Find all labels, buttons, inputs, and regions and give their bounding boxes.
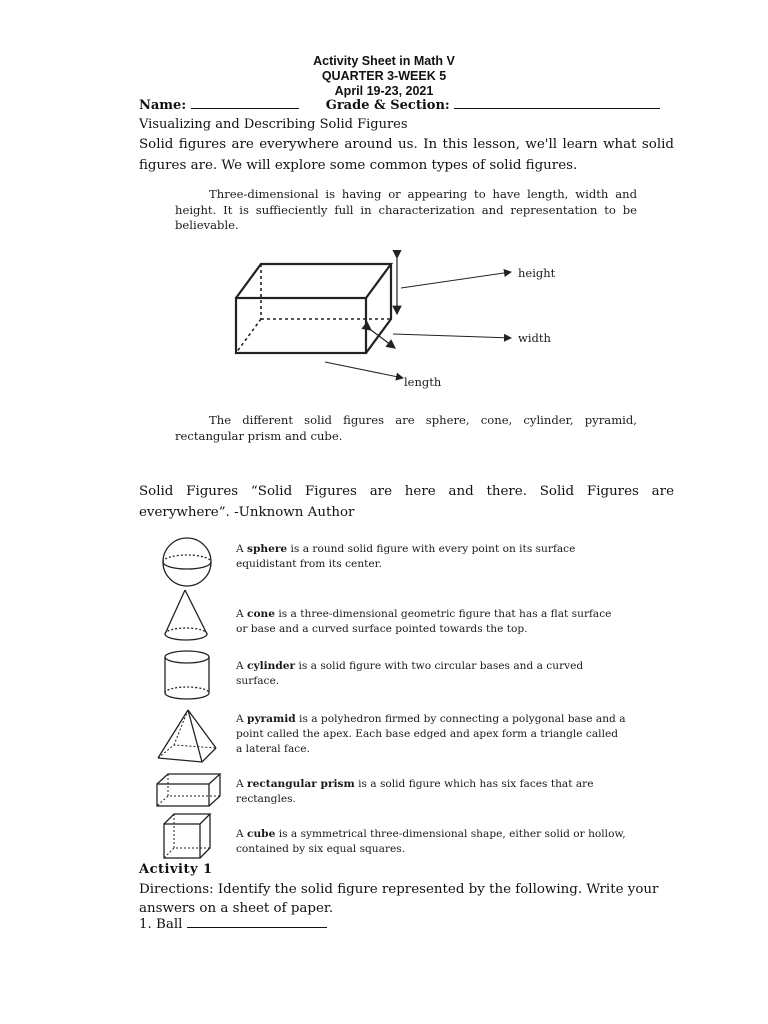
cube-term: cube [247, 828, 276, 840]
cone-icon [154, 588, 220, 644]
rectangular-prism-term: rectangular prism [247, 778, 355, 790]
name-grade-line [139, 96, 679, 113]
sheet-title: Activity Sheet in Math V [313, 54, 455, 68]
question-1-text: 1. Ball [139, 917, 183, 932]
cylinder-icon [154, 648, 220, 704]
lesson-title: Visualizing and Describing Solid Figures [139, 117, 408, 132]
grade-section-blank[interactable] [454, 96, 660, 109]
answer-1-blank[interactable] [187, 915, 327, 928]
activity-title: Activity 1 [139, 862, 213, 877]
activity-directions: Directions: Identify the solid figure represented by the following. Write your answers on a sheet of paper. [139, 882, 659, 916]
cylinder-term: cylinder [247, 660, 296, 672]
width-label: width [518, 331, 551, 345]
date-range: April 19-23, 2021 [334, 84, 434, 98]
solid-figures-quote: Solid Figures “Solid Figures are here and there. Solid Figures are everywhere”. -Unknown Author [139, 484, 674, 520]
pyramid-description: A pyramid is a polyhedron firmed by connecting a polygonal base and a point called the apex. Each base edged and apex form a triangle called a lateral face. [236, 713, 626, 755]
sphere-description: A sphere is a round solid figure with every point on its surface equidistant from its center. [236, 543, 576, 570]
rectangular-prism-icon [154, 770, 224, 810]
solid-figure-types: The different solid figures are sphere, cone, cylinder, pyramid, rectangular prism and cube. [175, 413, 637, 443]
cone-description: A cone is a three-dimensional geometric figure that has a flat surface or base and a curved surface pointed towards the top. [236, 608, 612, 635]
lesson-intro: Solid figures are everywhere around us. In this lesson, we'll learn what solid figures are. We will explore some common types of solid figures. [139, 137, 674, 173]
name-label: Name: [139, 98, 187, 113]
grade-section-label: Grade & Section: [325, 98, 450, 113]
sphere-icon [154, 536, 220, 588]
quarter-week: QUARTER 3-WEEK 5 [321, 69, 447, 83]
rectangular-prism-description: A rectangular prism is a solid figure which has six faces that are rectangles. [236, 778, 594, 805]
height-label: height [518, 266, 556, 280]
question-1 [139, 915, 327, 932]
cube-description: A cube is a symmetrical three-dimensional shape, either solid or hollow, contained by six equal squares. [236, 828, 626, 855]
name-blank[interactable] [191, 96, 299, 109]
sphere-term: sphere [247, 543, 288, 555]
cone-term: cone [247, 608, 275, 620]
three-dimensional-definition: Three-dimensional is having or appearing to have length, width and height. It is suffieciently full in characterization and representation to be believable. [175, 187, 637, 232]
cylinder-description: A cylinder is a solid figure with two circular bases and a curved surface. [236, 660, 584, 687]
cube-icon [154, 812, 220, 862]
length-label: length [404, 375, 442, 389]
pyramid-term: pyramid [247, 713, 296, 725]
box-dimension-diagram [225, 250, 565, 390]
pyramid-icon [154, 708, 220, 768]
